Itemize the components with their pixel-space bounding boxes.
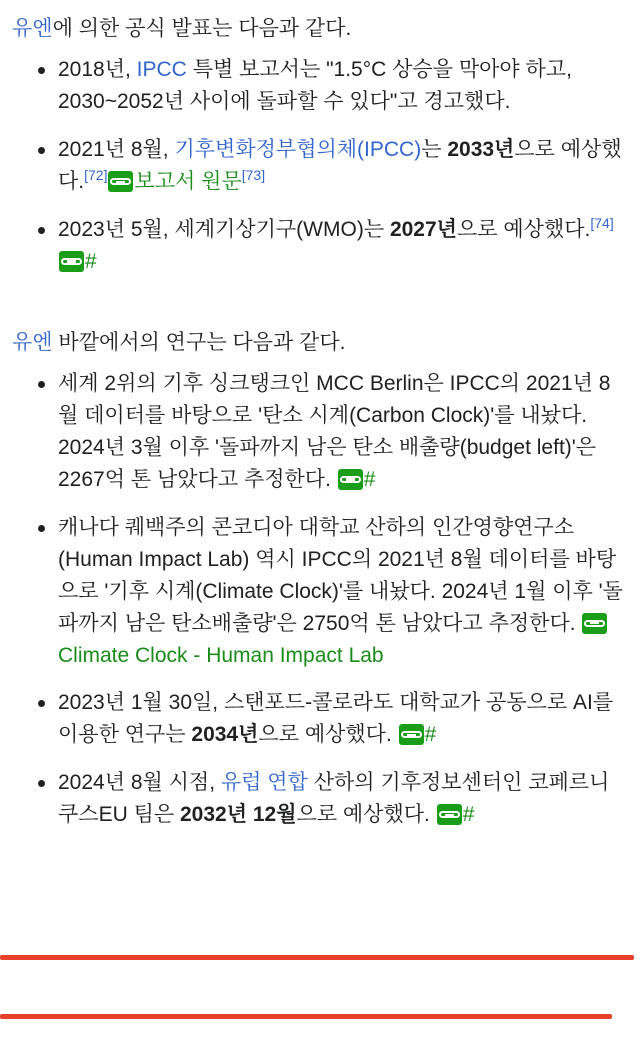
research3-text-after: 으로 예상했다. xyxy=(258,723,398,747)
external-link-icon xyxy=(108,171,133,192)
item1-post: 특별 보고서는 "1.5°C 상승을 막아야 하고, 2030~2052년 사이에 돌파할 수 있다"고 경고했다. xyxy=(58,58,572,114)
item2-mid: 는 xyxy=(421,138,448,162)
second-paragraph-rest: 바깥에서의 연구는 다음과 같다. xyxy=(52,330,346,354)
item3-text-before: 2023년 5월, 세계기상기구(WMO)는 xyxy=(58,218,390,242)
link-ipcc-korean[interactable]: 기후변화정부협의체(IPCC) xyxy=(174,138,422,162)
research3-bold-year: 2034년 xyxy=(191,723,259,747)
reference-74[interactable]: [74] xyxy=(590,215,614,232)
external-link-icon xyxy=(338,469,363,490)
external-link-icon xyxy=(437,804,462,825)
external-link-hash[interactable]: # xyxy=(424,723,437,747)
research4-bold-date: 2032년 12월 xyxy=(180,803,297,827)
external-link-hash[interactable]: # xyxy=(363,468,376,492)
item2-post: 으로 예상했다. xyxy=(58,138,622,194)
item3-bold-year: 2027년 xyxy=(389,218,457,242)
list-item xyxy=(12,54,628,118)
research2-text: 캐나다 퀘백주의 콘코디아 대학교 산하의 인간영향연구소(Human Impact Lab) 역시 IPCC의 2021년 8월 데이터를 바탕으로 '기후 시계(Climate Clock)'를 내놨다. 2024년 1월 이후 '돌파까지 남은 탄소배출량'은 2750억 톤 남았다고 추정한다. xyxy=(58,515,623,635)
list-item xyxy=(12,368,628,496)
intro-paragraph xyxy=(12,14,628,44)
research-list xyxy=(12,368,628,831)
item3-text-after: 으로 예상했다. xyxy=(456,218,591,242)
highlight-underline-1 xyxy=(0,955,634,960)
list-item xyxy=(12,134,628,198)
list-item xyxy=(12,767,628,831)
item2-pre: 2021년 8월, xyxy=(58,138,175,162)
list-item xyxy=(12,687,628,751)
item1-pre: 2018년, xyxy=(58,58,137,82)
link-un-1[interactable]: 유엔 xyxy=(12,17,53,40)
external-link-icon xyxy=(59,251,84,272)
item2-bold-year: 2033년 xyxy=(447,138,515,162)
list-item xyxy=(12,512,628,672)
research3-text-before: 2023년 1월 30일, 스탠포드-콜로라도 대학교가 공동으로 AI를 이용한 연구는 xyxy=(58,691,614,747)
link-un-2[interactable]: 유엔 xyxy=(12,330,53,354)
external-link-icon xyxy=(399,724,424,745)
section-spacer xyxy=(12,294,628,328)
reference-73[interactable]: [73] xyxy=(241,167,266,184)
external-link-hash[interactable]: # xyxy=(85,249,97,273)
research1-text: 세계 2위의 기후 싱크탱크인 MCC Berlin은 IPCC의 2021년 8월 데이터를 바탕으로 '탄소 시계(Carbon Clock)'를 내놨다. 2024년 3월 이후 '돌파까지 남은 탄소 배출량(budget left)'은 2267억 톤 남았다고 추정한다. xyxy=(58,372,611,492)
external-link-climate-clock[interactable]: Climate Clock - Human Impact Lab xyxy=(58,643,384,667)
research4-post: 으로 예상했다. xyxy=(296,803,436,827)
reference-72[interactable]: [72] xyxy=(84,167,108,184)
research4-pre: 2024년 8월 시점, xyxy=(58,771,221,795)
intro-paragraph-rest: 에 의한 공식 발표는 다음과 같다. xyxy=(52,17,352,40)
official-announcement-list xyxy=(12,54,628,277)
external-link-icon xyxy=(582,613,607,634)
link-european-union[interactable]: 유럽 연합 xyxy=(220,771,308,795)
research4-mid: 산하의 기후정보센터인 코페르니쿠스EU 팀은 xyxy=(58,771,610,827)
link-ipcc[interactable]: IPCC xyxy=(136,58,187,82)
list-item xyxy=(12,214,628,278)
second-paragraph xyxy=(12,328,628,358)
external-link-report[interactable]: 보고서 원문 xyxy=(134,170,242,194)
highlight-underline-2 xyxy=(0,1014,612,1019)
external-link-hash[interactable]: # xyxy=(462,803,475,827)
